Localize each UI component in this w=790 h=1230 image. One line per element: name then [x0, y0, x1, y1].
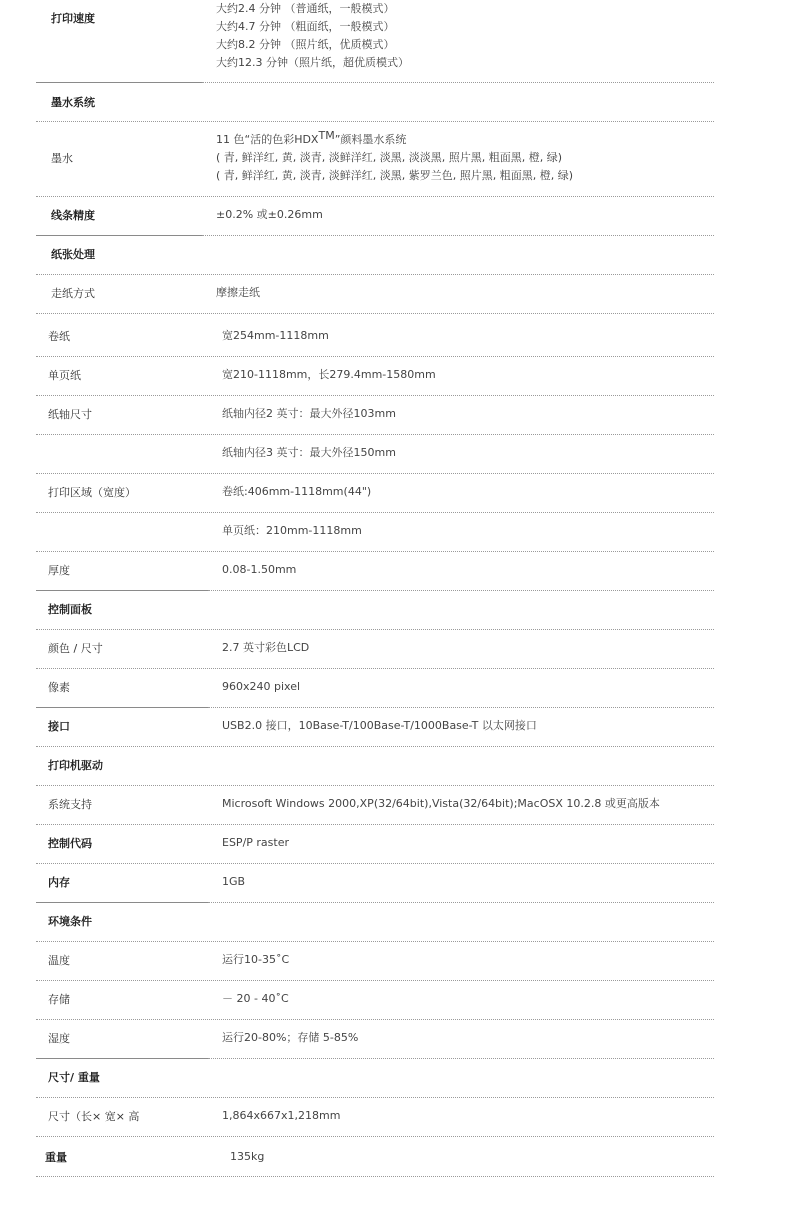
row-value-temperature: 运行10-35˚C	[222, 953, 290, 966]
divider	[36, 313, 714, 314]
value-line: ( 青, 鲜洋红, 黄, 淡青, 淡鲜洋红, 淡黑, 淡淡黑, 照片黑, 粗面黑, 橙, 绿)	[216, 151, 563, 164]
trademark-sup: TM	[318, 129, 335, 142]
row-value-interface: USB2.0 接口，10Base-T/100Base-T/1000Base-T 以太网接口	[222, 719, 537, 732]
row-value-spindle-size-2: 纸轴内径3 英寸：最大外径150mm	[222, 446, 396, 459]
ink-line-prefix: 11 色“活的色彩HDX	[216, 133, 319, 146]
divider	[208, 902, 714, 903]
row-value-dimensions: 1,864x667x1,218mm	[222, 1109, 341, 1122]
row-label-control-code: 控制代码	[48, 837, 92, 850]
divider	[36, 356, 714, 357]
row-value-pixels: 960x240 pixel	[222, 680, 301, 693]
row-value-roll-paper: 宽254mm-1118mm	[222, 329, 329, 342]
value-line: 大约4.7 分钟 （粗面纸，一般模式）	[216, 20, 395, 33]
value-line: 大约2.4 分钟 （普通纸，一般模式）	[216, 2, 395, 15]
row-value-line-accuracy: ±0.2% 或±0.26mm	[216, 208, 323, 221]
divider	[36, 196, 714, 197]
divider	[202, 235, 714, 236]
divider	[36, 82, 202, 83]
row-value-humidity: 运行20-80%；存储 5-85%	[222, 1031, 359, 1044]
value-line: ( 青, 鲜洋红, 黄, 淡青, 淡鲜洋红, 淡黑, 紫罗兰色, 照片黑, 粗面黑, 橙, 绿)	[216, 169, 574, 182]
row-value-control-code: ESP/P raster	[222, 836, 289, 849]
divider	[36, 824, 714, 825]
row-label-storage: 存储	[48, 993, 70, 1006]
divider	[36, 512, 714, 513]
section-title-paper-handling: 纸张处理	[51, 248, 95, 261]
divider	[36, 274, 714, 275]
row-label-print-speed: 打印速度	[51, 12, 95, 25]
section-title-dimensions-weight: 尺寸/ 重量	[48, 1071, 100, 1084]
row-label-roll-paper: 卷纸	[48, 330, 70, 343]
row-value-weight: 135kg	[230, 1150, 265, 1163]
divider	[36, 434, 714, 435]
row-value-print-area: 卷纸:406mm-1118mm(44")	[222, 485, 372, 498]
divider	[36, 707, 208, 708]
row-value-memory: 1GB	[222, 875, 246, 888]
value-line: 大约12.3 分钟（照片纸，超优质模式）	[216, 56, 409, 69]
ink-system-line	[216, 131, 573, 149]
row-value-cut-sheet: 宽210-1118mm，长279.4mm-1580mm	[222, 368, 436, 381]
row-label-print-area: 打印区域（宽度）	[48, 486, 136, 499]
divider	[36, 863, 714, 864]
divider	[36, 746, 714, 747]
divider	[208, 707, 714, 708]
row-label-dimensions: 尺寸（长× 宽× 高	[48, 1110, 140, 1123]
row-label-humidity: 湿度	[48, 1032, 70, 1045]
section-title-printer-driver: 打印机驱动	[48, 759, 103, 772]
row-value-color-size: 2.7 英寸彩色LCD	[222, 641, 310, 654]
divider	[36, 1136, 714, 1137]
divider	[36, 941, 714, 942]
divider	[36, 785, 714, 786]
divider	[36, 473, 714, 474]
row-label-weight: 重量	[45, 1151, 67, 1164]
row-label-line-accuracy: 线条精度	[51, 209, 95, 222]
section-title-control-panel: 控制面板	[48, 603, 92, 616]
divider	[36, 902, 208, 903]
divider	[36, 980, 714, 981]
divider	[36, 629, 714, 630]
row-label-pixels: 像素	[48, 681, 70, 694]
divider	[36, 1019, 714, 1020]
divider	[36, 1097, 714, 1098]
row-label-feed-method: 走纸方式	[51, 287, 95, 300]
divider	[208, 1058, 714, 1059]
row-value-print-area-2: 单页纸：210mm-1118mm	[222, 524, 362, 537]
row-label-thickness: 厚度	[48, 564, 70, 577]
section-title-ink-system: 墨水系统	[51, 96, 95, 109]
row-value-feed-method: 摩擦走纸	[216, 286, 260, 299]
row-label-temperature: 温度	[48, 954, 70, 967]
divider	[202, 82, 714, 83]
row-label-memory: 内存	[48, 876, 70, 889]
divider	[36, 235, 202, 236]
divider	[36, 121, 714, 122]
row-value-spindle-size: 纸轴内径2 英寸：最大外径103mm	[222, 407, 396, 420]
row-label-spindle-size: 纸轴尺寸	[48, 408, 92, 421]
divider	[36, 395, 714, 396]
row-label-ink: 墨水	[51, 152, 73, 165]
row-value-thickness: 0.08-1.50mm	[222, 563, 297, 576]
divider	[36, 668, 714, 669]
divider	[36, 551, 714, 552]
section-title-environment: 环境条件	[48, 915, 92, 928]
row-value-storage: － 20 - 40˚C	[222, 992, 289, 1005]
row-label-interface: 接口	[48, 720, 70, 733]
ink-line-suffix: ”颜料墨水系统	[334, 133, 407, 146]
value-line: 大约8.2 分钟 （照片纸，优质模式）	[216, 38, 395, 51]
row-label-cut-sheet: 单页纸	[48, 369, 81, 382]
row-value-ink	[216, 131, 573, 185]
divider	[36, 590, 208, 591]
divider	[208, 590, 714, 591]
row-value-os-support: Microsoft Windows 2000,XP(32/64bit),Vista(32/64bit);MacOSX 10.2.8 或更高版本	[222, 797, 660, 810]
divider	[36, 1058, 208, 1059]
row-label-color-size: 颜色 / 尺寸	[48, 642, 103, 655]
row-label-os-support: 系统支持	[48, 798, 92, 811]
row-value-print-speed	[216, 0, 409, 72]
divider	[36, 1176, 714, 1177]
